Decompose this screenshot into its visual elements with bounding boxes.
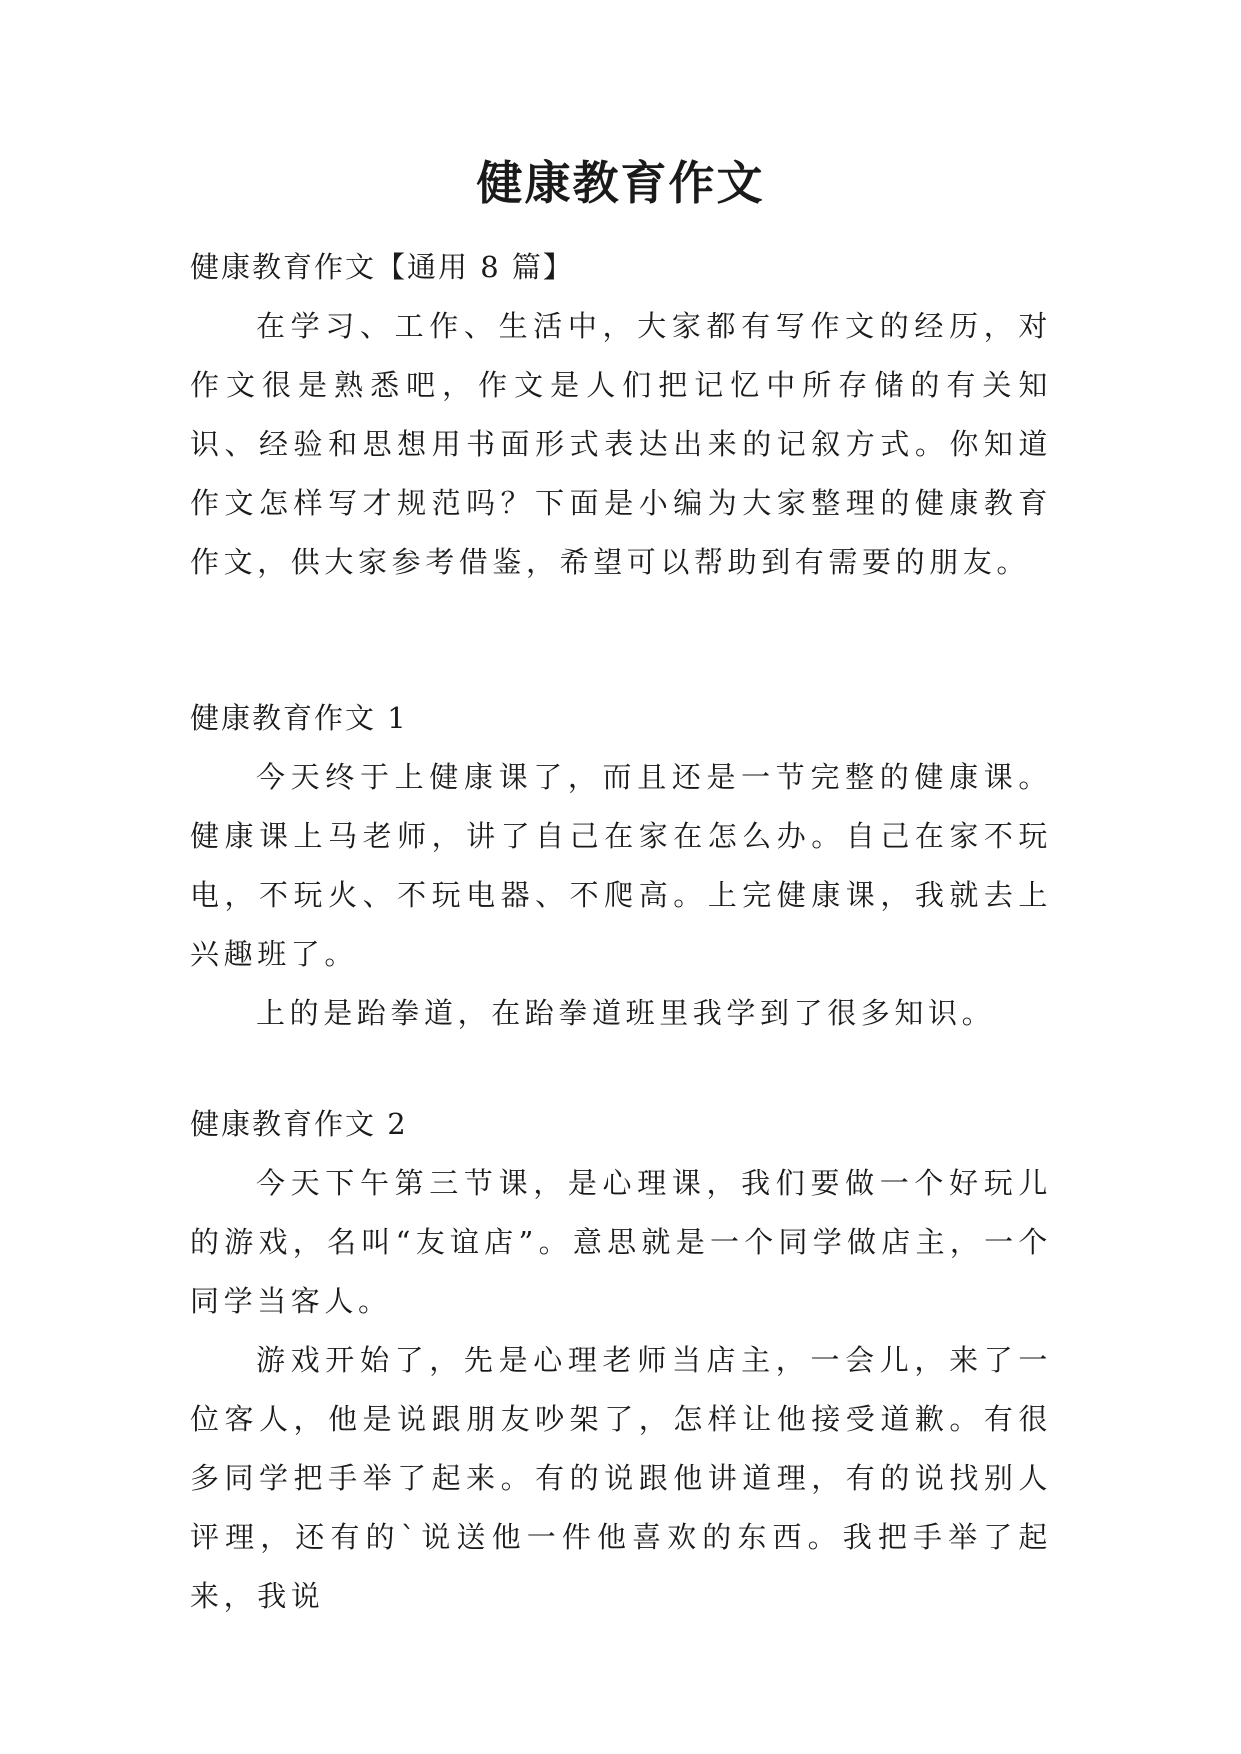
document-subtitle: 健康教育作文【通用 8 篇】 bbox=[190, 250, 574, 284]
essay-paragraph: 今天终于上健康课了，而且还是一节完整的健康课。健康课上马老师，讲了自己在家在怎么办。自己在家不玩电，不玩火、不玩电器、不爬高。上完健康课，我就去上兴趣班了。 bbox=[190, 760, 1052, 971]
essay-paragraph: 游戏开始了，先是心理老师当店主，一会儿，来了一位客人，他是说跟朋友吵架了，怎样让他接受道歉。有很多同学把手举了起来。有的说跟他讲道理，有的说找别人评理，还有的`说送他一件他喜欢的东西。我把手举了起来，我说 bbox=[190, 1343, 1052, 1613]
essay-heading: 健康教育作文 2 bbox=[190, 1107, 408, 1141]
essay-paragraph: 上的是跆拳道，在跆拳道班里我学到了很多知识。 bbox=[256, 996, 996, 1030]
essay-2-section bbox=[190, 1095, 1052, 1626]
document-title: 健康教育作文 bbox=[476, 156, 765, 210]
essay-paragraph: 今天下午第三节课，是心理课，我们要做一个好玩儿的游戏，名叫“友谊店”。意思就是一个同学做店主，一个同学当客人。 bbox=[190, 1166, 1052, 1318]
essay-1-section bbox=[190, 689, 1052, 1043]
intro-paragraph: 在学习、工作、生活中，大家都有写作文的经历，对作文很是熟悉吧，作文是人们把记忆中所存储的有关知识、经验和思想用书面形式表达出来的记叙方式。你知道作文怎样写才规范吗？下面是小编为大家整理的健康教育作文，供大家参考借鉴，希望可以帮助到有需要的朋友。 bbox=[190, 309, 1052, 579]
essay-heading: 健康教育作文 1 bbox=[190, 701, 408, 735]
intro-section bbox=[190, 238, 1052, 592]
